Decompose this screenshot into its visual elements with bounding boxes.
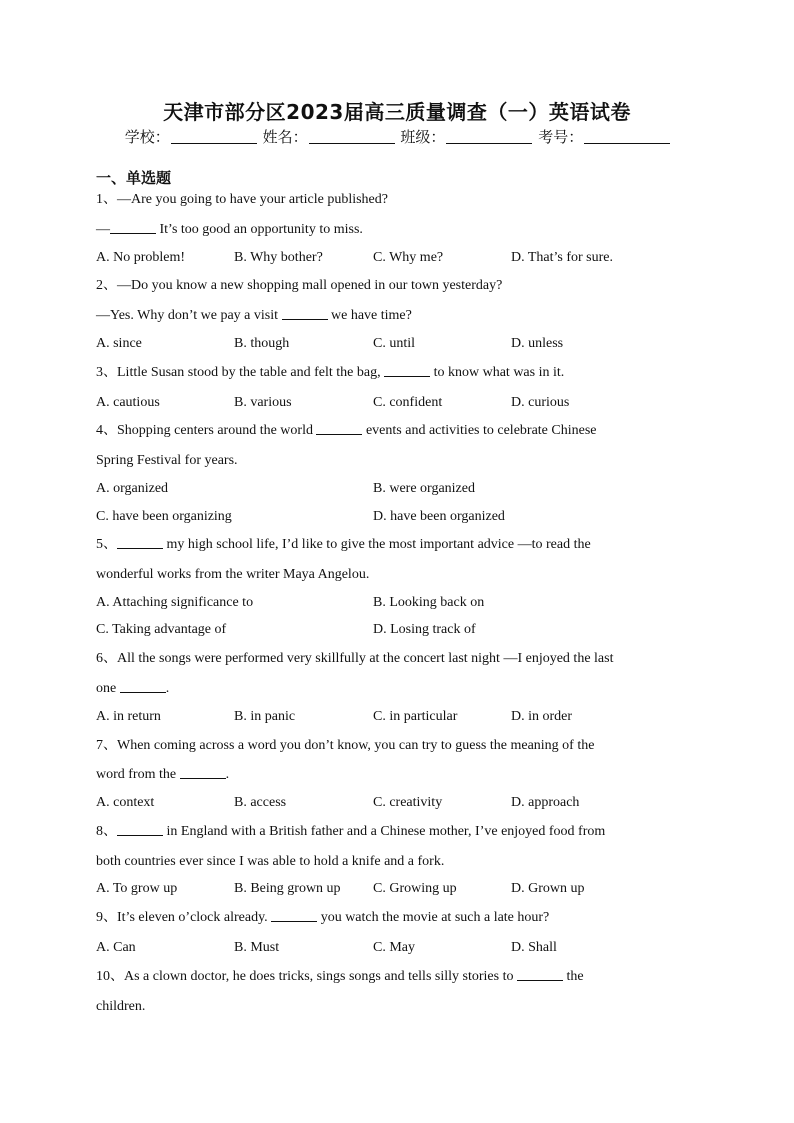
school-label: 学校： <box>124 128 170 146</box>
question-3-line-1: 3、Little Susan stood by the table and felt the bag, to know what was in it. <box>96 365 565 380</box>
answer-blank <box>282 319 328 320</box>
question-1-option-d: D. That’s for sure. <box>511 250 613 265</box>
question-5-line-1: 5、 my high school life, I’d like to give the most important advice —to read the <box>96 537 591 552</box>
answer-blank <box>110 233 156 234</box>
question-1-line-1: 1、—Are you going to have your article published? <box>96 192 388 207</box>
question-2-line-1: 2、—Do you know a new shopping mall opened in our town yesterday? <box>96 278 503 293</box>
question-9-option-c: C. May <box>373 940 415 955</box>
question-3-option-a: A. cautious <box>96 395 160 410</box>
answer-blank <box>120 692 166 693</box>
question-6-option-d: D. in order <box>511 709 573 724</box>
section-title: 一、单选题 <box>96 169 172 187</box>
answer-blank <box>117 835 163 836</box>
question-1-line-2: — It’s too good an opportunity to miss. <box>96 222 363 237</box>
question-6-line-2: one . <box>96 681 170 696</box>
question-5-option-d: D. Losing track of <box>373 622 476 637</box>
question-9-option-d: D. Shall <box>511 940 557 955</box>
question-7-line-1: 7、When coming across a word you don’t know, you can try to guess the meaning of the <box>96 738 595 753</box>
question-6-line-1: 6、All the songs were performed very skillfully at the concert last night —I enjoyed the last <box>96 651 614 666</box>
question-4-option-d: D. have been organized <box>373 509 505 524</box>
answer-blank <box>316 434 362 435</box>
question-1-option-b: B. Why bother? <box>234 250 323 265</box>
question-3-option-c: C. confident <box>373 395 443 410</box>
question-7-line-2: word from the . <box>96 767 230 782</box>
question-8-line-2: both countries ever since I was able to hold a knife and a fork. <box>96 854 445 869</box>
question-7-option-d: D. approach <box>511 795 580 810</box>
question-2-option-b: B. though <box>234 336 290 351</box>
question-6-option-a: A. in return <box>96 709 161 724</box>
question-9-option-a: A. Can <box>96 940 136 955</box>
question-4-option-a: A. organized <box>96 481 169 496</box>
question-1-option-c: C. Why me? <box>373 250 444 265</box>
student-info-line <box>0 126 794 147</box>
question-10-line-1: 10、As a clown doctor, he does tricks, sings songs and tells silly stories to the <box>96 969 584 984</box>
answer-blank <box>271 921 317 922</box>
question-6-option-c: C. in particular <box>373 709 458 724</box>
question-4-line-1: 4、Shopping centers around the world events and activities to celebrate Chinese <box>96 423 597 438</box>
answer-blank <box>517 980 563 981</box>
question-3-option-b: B. various <box>234 395 292 410</box>
exam-title: 天津市部分区2023届高三质量调查（一）英语试卷 <box>163 100 631 124</box>
answer-blank <box>180 778 226 779</box>
question-1-option-a: A. No problem! <box>96 250 186 265</box>
question-4-option-b: B. were organized <box>373 481 475 496</box>
question-8-option-b: B. Being grown up <box>234 881 341 896</box>
question-2-option-a: A. since <box>96 336 142 351</box>
exam-number-blank <box>584 143 670 144</box>
question-2-line-2: —Yes. Why don’t we pay a visit we have time? <box>96 308 412 323</box>
question-5-line-2: wonderful works from the writer Maya Angelou. <box>96 567 370 582</box>
question-4-option-c: C. have been organizing <box>96 509 232 524</box>
question-6-option-b: B. in panic <box>234 709 296 724</box>
question-2-option-d: D. unless <box>511 336 564 351</box>
question-2-option-c: C. until <box>373 336 416 351</box>
question-7-option-b: B. access <box>234 795 287 810</box>
question-8-line-1: 8、 in England with a British father and a Chinese mother, I’ve enjoyed food from <box>96 824 606 839</box>
class-label: 班级： <box>400 128 446 146</box>
question-10-line-2: children. <box>96 999 146 1014</box>
question-4-line-2: Spring Festival for years. <box>96 453 238 468</box>
exam-number-label: 考号： <box>538 128 584 146</box>
question-7-option-a: A. context <box>96 795 155 810</box>
question-9-option-b: B. Must <box>234 940 280 955</box>
question-9-line-1: 9、It’s eleven o’clock already. you watch the movie at such a late hour? <box>96 910 550 925</box>
question-8-option-a: A. To grow up <box>96 881 178 896</box>
question-5-option-a: A. Attaching significance to <box>96 595 254 610</box>
answer-blank <box>384 376 430 377</box>
class-blank <box>446 143 532 144</box>
question-8-option-d: D. Grown up <box>511 881 585 896</box>
question-5-option-c: C. Taking advantage of <box>96 622 227 637</box>
name-blank <box>309 143 395 144</box>
question-5-option-b: B. Looking back on <box>373 595 485 610</box>
answer-blank <box>117 548 163 549</box>
question-7-option-c: C. creativity <box>373 795 443 810</box>
school-blank <box>171 143 257 144</box>
question-3-option-d: D. curious <box>511 395 570 410</box>
name-label: 姓名： <box>262 128 308 146</box>
question-8-option-c: C. Growing up <box>373 881 457 896</box>
